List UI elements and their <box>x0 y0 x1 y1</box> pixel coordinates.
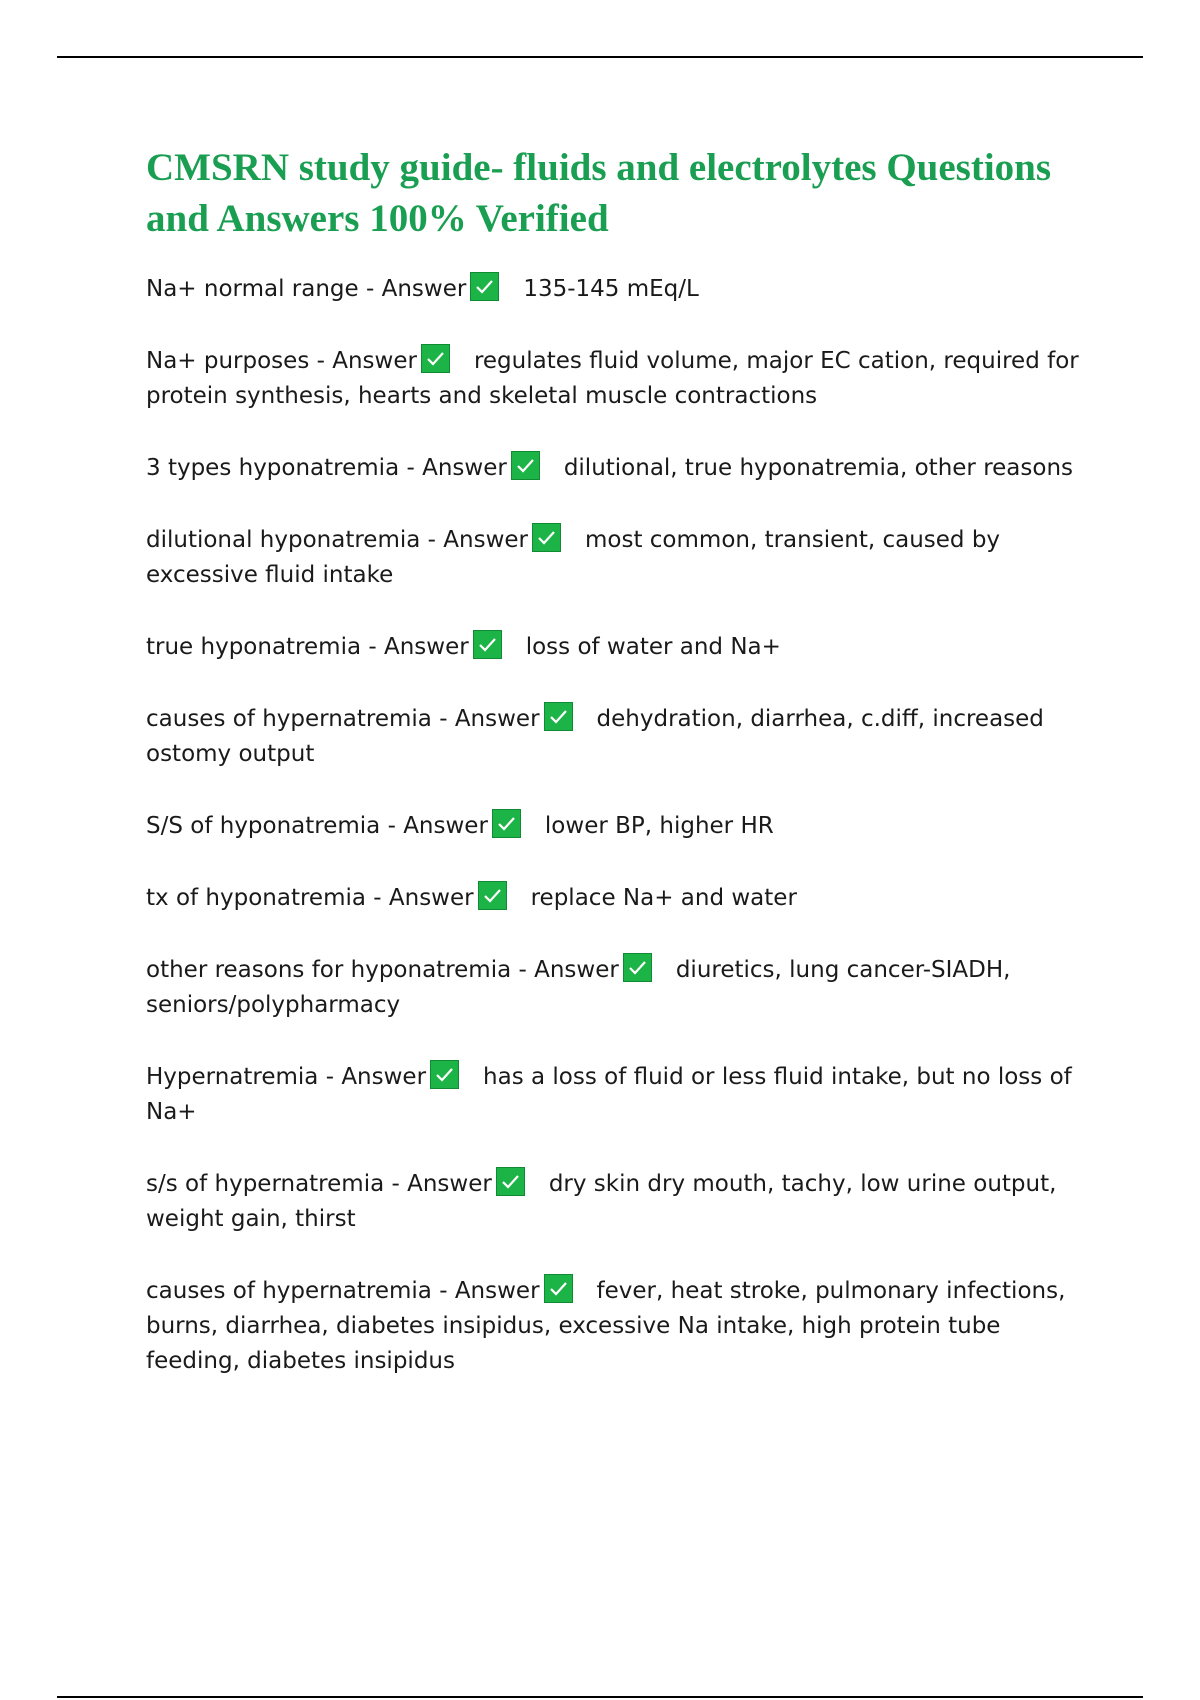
qa-item <box>146 344 1096 414</box>
document-body <box>146 142 1096 1416</box>
qa-answer: replace Na+ and water <box>530 885 797 911</box>
qa-question: true hyponatremia <box>146 634 362 660</box>
qa-question: 3 types hyponatremia <box>146 455 400 481</box>
qa-question: Hypernatremia <box>146 1064 319 1090</box>
qa-separator: - <box>384 1171 408 1197</box>
qa-answer-label: Answer <box>403 813 488 839</box>
qa-item <box>146 630 1096 665</box>
qa-answer: loss of water and Na+ <box>525 634 781 660</box>
green-checkbox-icon <box>544 702 573 731</box>
qa-answer-label: Answer <box>534 957 619 983</box>
qa-item <box>146 1060 1096 1130</box>
qa-separator: - <box>365 885 389 911</box>
qa-answer-label: Answer <box>443 527 528 553</box>
qa-item <box>146 1167 1096 1237</box>
qa-separator: - <box>380 813 404 839</box>
green-checkbox-icon <box>511 451 540 480</box>
qa-answer-label: Answer <box>388 885 474 911</box>
qa-question: s/s of hypernatremia <box>146 1171 385 1197</box>
qa-item <box>146 523 1096 593</box>
qa-separator: - <box>431 1278 455 1304</box>
qa-answer: lower BP, higher HR <box>544 813 774 839</box>
green-checkbox-icon <box>478 881 507 910</box>
qa-answer-label: Answer <box>341 1064 427 1090</box>
qa-separator: - <box>420 527 444 553</box>
qa-answer-label: Answer <box>381 276 467 302</box>
green-checkbox-icon <box>544 1274 573 1303</box>
qa-answer: most common, transient, caused by excessive fluid intake <box>146 527 1001 588</box>
document-title: CMSRN study guide- fluids and electrolytes Questions and Answers 100% Verified <box>146 146 1052 240</box>
qa-answer: fever, heat stroke, pulmonary infections, burns, diarrhea, diabetes insipidus, excessive Na intake, high protein tube feeding, diabetes insipidus <box>146 1278 1066 1374</box>
qa-separator: - <box>358 276 382 302</box>
qa-answer-label: Answer <box>383 634 469 660</box>
green-checkbox-icon <box>492 809 521 838</box>
green-checkbox-icon <box>496 1167 525 1196</box>
qa-answer-label: Answer <box>454 706 540 732</box>
qa-item <box>146 1274 1096 1379</box>
qa-answer: regulates fluid volume, major EC cation, required for protein synthesis, hearts and skeletal muscle contractions <box>146 348 1079 409</box>
top-rule <box>57 56 1143 58</box>
green-checkbox-icon <box>532 523 561 552</box>
qa-item <box>146 451 1096 486</box>
qa-item <box>146 809 1096 844</box>
qa-answer-label: Answer <box>407 1171 492 1197</box>
green-checkbox-icon <box>430 1060 459 1089</box>
qa-answer: dehydration, diarrhea, c.diff, increased ostomy output <box>146 706 1044 767</box>
green-checkbox-icon <box>623 953 652 982</box>
qa-answer-label: Answer <box>454 1278 540 1304</box>
qa-answer-label: Answer <box>332 348 417 374</box>
bottom-rule <box>57 1696 1143 1698</box>
qa-question: tx of hyponatremia <box>146 885 366 911</box>
qa-separator: - <box>361 634 384 660</box>
qa-question: dilutional hyponatremia <box>146 527 421 553</box>
qa-answer: 135-145 mEq/L <box>523 276 699 302</box>
qa-question: causes of hypernatremia <box>146 1278 432 1304</box>
green-checkbox-icon <box>473 630 502 659</box>
qa-question: causes of hypernatremia <box>146 706 432 732</box>
qa-answer: dry skin dry mouth, tachy, low urine output, weight gain, thirst <box>146 1171 1057 1232</box>
qa-answer: has a loss of fluid or less fluid intake, but no loss of Na+ <box>146 1064 1072 1125</box>
qa-separator: - <box>318 1064 342 1090</box>
qa-item <box>146 272 1096 307</box>
qa-question: other reasons for hyponatremia <box>146 957 512 983</box>
qa-question: Na+ purposes <box>146 348 310 374</box>
qa-answer: dilutional, true hyponatremia, other reasons <box>563 455 1074 481</box>
qa-question: Na+ normal range <box>146 276 359 302</box>
qa-question: S/S of hyponatremia <box>146 813 381 839</box>
green-checkbox-icon <box>421 344 450 373</box>
qa-separator: - <box>399 455 423 481</box>
qa-separator: - <box>431 706 455 732</box>
qa-separator: - <box>309 348 333 374</box>
qa-separator: - <box>511 957 535 983</box>
green-checkbox-icon <box>470 272 499 301</box>
qa-list <box>146 272 1096 1379</box>
qa-answer-label: Answer <box>422 455 507 481</box>
qa-answer: diuretics, lung cancer-SIADH, seniors/polypharmacy <box>146 957 1011 1018</box>
qa-item <box>146 881 1096 916</box>
qa-item <box>146 953 1096 1023</box>
qa-item <box>146 702 1096 772</box>
